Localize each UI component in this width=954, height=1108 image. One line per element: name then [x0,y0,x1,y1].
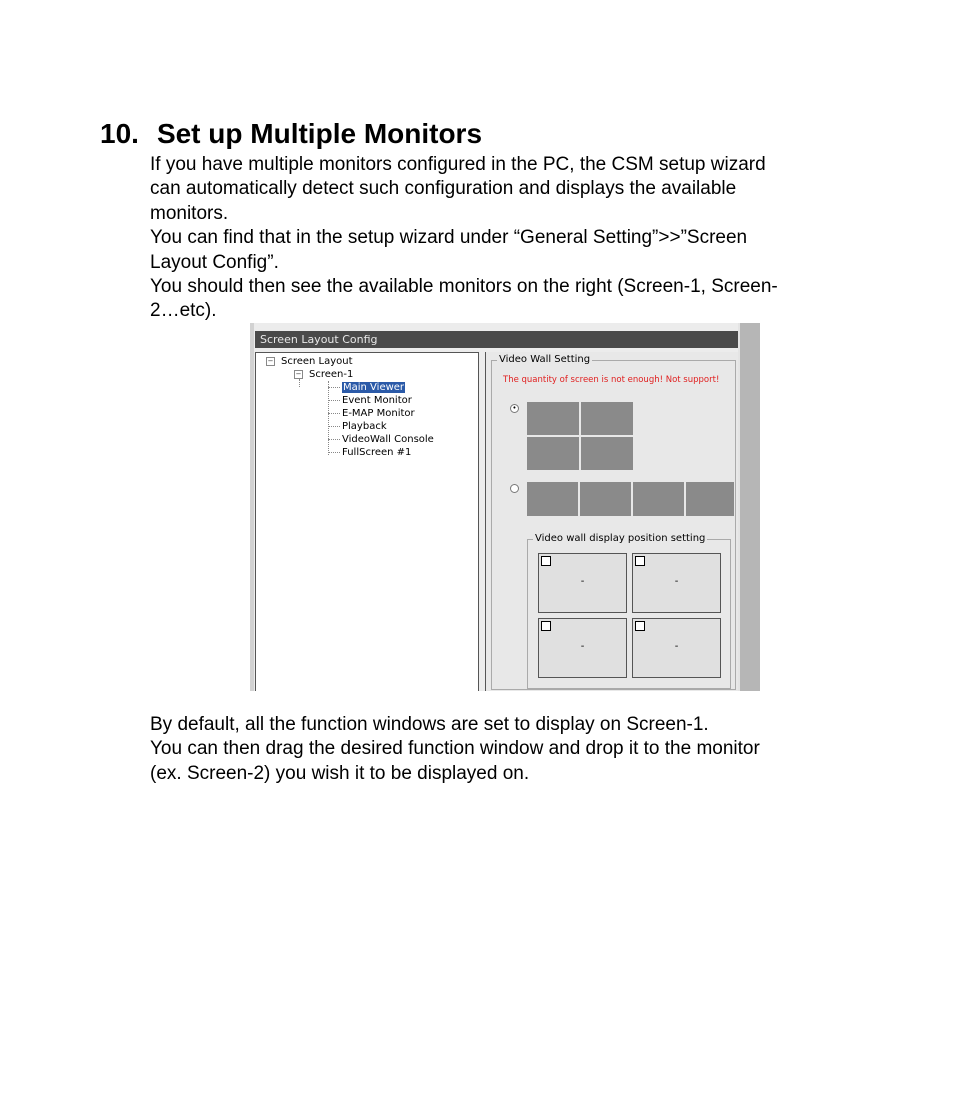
collapse-icon[interactable]: − [267,356,274,365]
screen-layout-tree[interactable] [255,352,479,691]
tree-item-videowall-console[interactable] [328,434,434,446]
tree-connector [328,426,340,427]
window-right-edge [738,323,760,691]
group-title: Video Wall Setting [499,354,591,365]
preview-cell [581,402,633,435]
tree-item-main-viewer[interactable] [328,382,405,394]
tree-label: Event Monitor [342,395,412,406]
tree-connector [328,452,340,453]
tree-label: VideoWall Console [342,434,434,445]
layout-1x4-radio[interactable] [510,484,519,493]
tree-label: Screen-1 [309,369,354,380]
intro-line: Layout Config”. [150,251,279,273]
tree-item-emap-monitor[interactable] [328,408,415,420]
preview-cell [633,482,684,516]
tree-connector [328,400,340,401]
position-value: - [580,576,585,587]
tree-item-fullscreen-1[interactable] [328,447,411,459]
intro-paragraph [150,153,870,324]
tree-item-screen-1[interactable] [294,369,353,381]
tree-label-selected: Main Viewer [343,382,405,393]
position-box[interactable] [538,553,627,613]
intro-line: can automatically detect such configuration and displays the available [150,178,737,200]
tree-item-screen-layout[interactable] [266,356,353,368]
position-box[interactable] [632,553,721,613]
position-value: - [674,641,679,652]
intro-line: monitors. [150,202,229,224]
intro-line: 2…etc). [150,300,217,322]
section-heading [100,116,482,152]
outro-paragraph [150,713,870,786]
video-wall-setting-group [491,354,736,690]
position-box[interactable] [538,618,627,678]
position-box[interactable] [632,618,721,678]
window-left-edge [250,323,254,691]
tree-label: FullScreen #1 [342,447,412,458]
position-value: - [580,641,585,652]
outro-line: You can then drag the desired function window and drop it to the monitor [150,738,760,760]
outro-line: (ex. Screen-2) you wish it to be displayed on. [150,762,530,784]
position-checkbox[interactable] [635,621,645,631]
warning-text: The quantity of screen is not enough! Not support! [503,375,720,385]
section-title: Set up Multiple Monitors [156,118,483,149]
screen-layout-config-screenshot [250,323,760,691]
position-setting-group [527,533,731,689]
position-checkbox[interactable] [541,621,551,631]
preview-cell [581,437,633,470]
window-title: Screen Layout Config [255,331,738,348]
video-wall-panel [485,352,738,691]
position-checkbox[interactable] [541,556,551,566]
tree-label: Screen Layout [281,356,353,367]
preview-cell [580,482,631,516]
preview-cell [527,437,579,470]
layout-2x2-radio[interactable]: • [510,404,519,413]
intro-line: You can find that in the setup wizard under “General Setting”>>”Screen [150,227,748,249]
intro-line: If you have multiple monitors configured in the PC, the CSM setup wizard [150,154,766,175]
group-title: Video wall display position setting [535,533,706,544]
tree-connector [328,413,340,414]
tree-item-playback[interactable] [328,421,387,433]
tree-label: E-MAP Monitor [342,408,415,419]
position-checkbox[interactable] [635,556,645,566]
position-value: - [674,576,679,587]
outro-line: By default, all the function windows are set to display on Screen-1. [150,714,709,735]
section-number: 10. [100,118,139,149]
intro-line: You should then see the available monitors on the right (Screen-1, Screen- [150,276,778,298]
tree-connector [328,387,340,388]
tree-item-event-monitor[interactable] [328,395,412,407]
tree-label: Playback [342,421,387,432]
preview-cell [527,402,579,435]
preview-cell [686,482,734,516]
tree-connector [328,439,340,440]
collapse-icon[interactable]: − [295,369,302,378]
preview-cell [527,482,578,516]
